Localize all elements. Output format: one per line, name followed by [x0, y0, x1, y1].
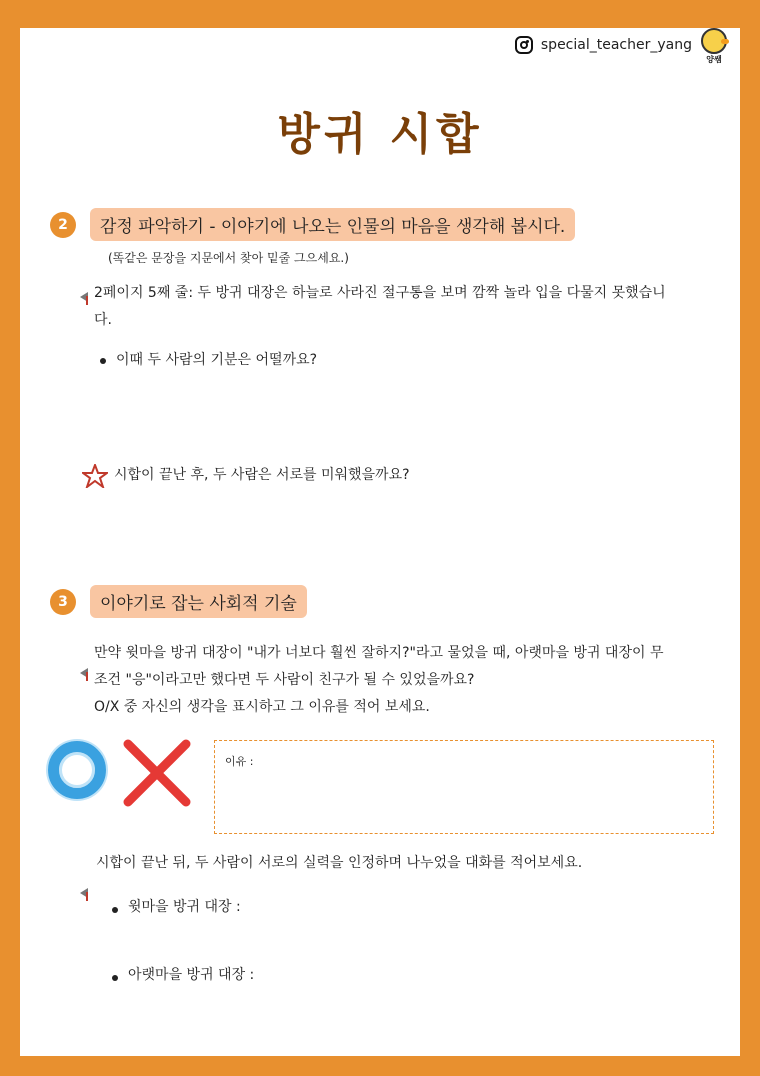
- page-title: 방귀 시합: [277, 109, 483, 160]
- question-line-2: 조건 "응"이라고만 했다면 두 사람이 친구가 될 수 있었을까요?: [94, 672, 475, 688]
- star-question: 시합이 끝난 후, 두 사람은 서로를 미워했을까요?: [114, 467, 410, 483]
- reason-label: 이유 :: [225, 755, 254, 768]
- bullet-dot: [100, 358, 106, 364]
- bullet-dot: [112, 907, 118, 913]
- speaker-lower-village: 아랫마을 방귀 대장 :: [128, 967, 255, 983]
- feeling-question: 이때 두 사람의 기분은 어떨까요?: [116, 352, 318, 368]
- section-3-number: 3: [50, 589, 76, 615]
- section-2-quote: [94, 280, 724, 334]
- trumpet-icon: [80, 290, 92, 304]
- star-icon: [82, 464, 108, 488]
- quote-line-1: 2페이지 5째 줄: 두 방귀 대장은 하늘로 사라진 절구통을 보며 깜짝 놀라 입을 다물지 못했습니: [94, 285, 666, 301]
- x-choice-icon[interactable]: [122, 738, 192, 808]
- author-handle: [515, 36, 692, 54]
- duck-logo: [696, 28, 732, 65]
- dialog-question: 시합이 끝난 뒤, 두 사람이 서로의 실력을 인정하며 나누었을 대화를 적어보세요.: [96, 855, 583, 871]
- section-3-heading: 이야기로 잡는 사회적 기술: [90, 585, 307, 618]
- section-3-question: [94, 640, 728, 721]
- bullet-dot: [112, 975, 118, 981]
- trumpet-icon: [80, 666, 92, 680]
- worksheet-page: [20, 28, 740, 1056]
- section-2-number: 2: [50, 212, 76, 238]
- speaker-upper-village: 윗마을 방귀 대장 :: [128, 899, 241, 915]
- reason-box[interactable]: [214, 740, 714, 834]
- question-line-1: 만약 윗마을 방귀 대장이 "내가 너보다 훨씬 잘하지?"라고 물었을 때, 아랫마을 방귀 대장이 무: [94, 645, 664, 661]
- handle-text: special_teacher_yang: [540, 37, 692, 53]
- quote-line-2: 다.: [94, 312, 112, 328]
- question-line-3: O/X 중 자신의 생각을 표시하고 그 이유를 적어 보세요.: [94, 699, 430, 715]
- duck-icon: [701, 28, 727, 54]
- logo-text: 양쌤: [706, 55, 722, 64]
- trumpet-icon: [80, 886, 92, 900]
- section-2-heading: 감정 파악하기 - 이야기에 나오는 인물의 마음을 생각해 봅시다.: [90, 208, 575, 241]
- instagram-icon: [515, 36, 533, 54]
- section-2-instruction: (똑같은 문장을 지문에서 찾아 밑줄 그으세요.): [108, 251, 349, 265]
- o-choice-icon[interactable]: [48, 741, 106, 799]
